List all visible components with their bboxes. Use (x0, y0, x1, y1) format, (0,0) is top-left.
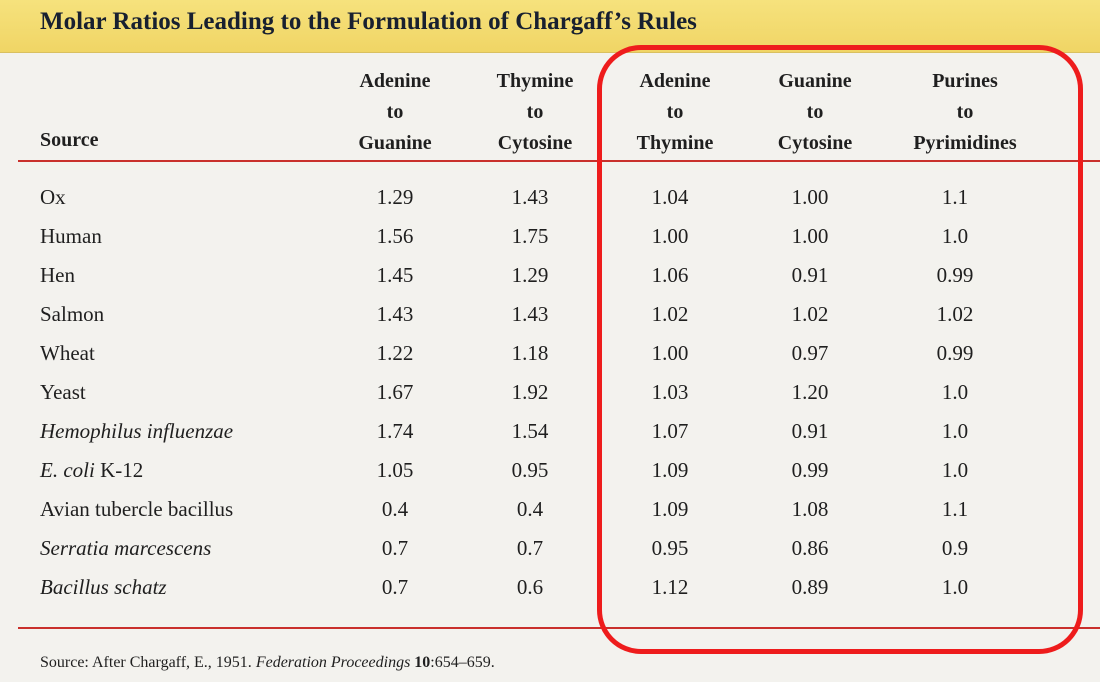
cell-value: 1.0 (941, 458, 969, 482)
cell-value: 0.7 (516, 536, 544, 560)
cell-value: 0.4 (516, 497, 544, 521)
cell-value: 1.74 (376, 419, 414, 443)
row-source: Human (40, 224, 102, 248)
cell-value: 1.43 (511, 302, 549, 326)
cell-value: 1.02 (791, 302, 829, 326)
cell-value: 0.99 (936, 263, 974, 287)
cell-value: 0.89 (791, 575, 829, 599)
cell-value: 0.7 (381, 536, 409, 560)
cell-value: 1.54 (511, 419, 549, 443)
cell-value: 0.99 (936, 341, 974, 365)
cell-value: 1.43 (376, 302, 414, 326)
table-title: Molar Ratios Leading to the Formulation of Chargaff’s Rules (40, 8, 697, 35)
cell-value: 1.09 (651, 458, 689, 482)
cell-value: 1.06 (651, 263, 689, 287)
header-thymine-to-cytosine: Thymine to Cytosine (496, 70, 574, 154)
cell-value: 1.1 (941, 185, 969, 209)
cell-value: 1.0 (941, 380, 969, 404)
footnote-journal: Federation Proceedings (255, 654, 411, 671)
footnote-prefix: Source: After Chargaff, E., 1951. (40, 654, 256, 671)
row-source: Bacillus schatz (40, 575, 167, 599)
row-source: Avian tubercle bacillus (40, 497, 234, 521)
cell-value: 1.00 (651, 224, 689, 248)
cell-value: 1.0 (941, 575, 969, 599)
header-adenine-to-guanine: Adenine to Guanine (358, 70, 432, 154)
cell-value: 1.07 (651, 419, 689, 443)
cell-value: 1.12 (651, 575, 689, 599)
row-source: Ox (40, 185, 66, 209)
cell-value: 0.91 (791, 263, 829, 287)
cell-value: 1.00 (791, 224, 829, 248)
header-purines-to-pyrimidines: Purines to Pyrimidines (913, 70, 1017, 154)
cell-value: 1.02 (936, 302, 974, 326)
cell-value: 0.95 (511, 458, 549, 482)
footnote-volume: 10 (414, 654, 431, 671)
row-source: Wheat (40, 341, 95, 365)
cell-value: 0.97 (791, 341, 829, 365)
row-source: Hen (40, 263, 75, 287)
cell-value: 0.95 (651, 536, 689, 560)
row-source: Yeast (40, 380, 86, 404)
cell-value: 0.99 (791, 458, 829, 482)
cell-value: 1.67 (376, 380, 414, 404)
cell-value: 1.00 (651, 341, 689, 365)
cell-value: 1.43 (511, 185, 549, 209)
cell-value: 1.0 (941, 419, 969, 443)
header-adenine-to-thymine: Adenine to Thymine (636, 70, 714, 154)
cell-value: 1.04 (651, 185, 689, 209)
cell-value: 1.22 (376, 341, 414, 365)
row-source: Serratia marcescens (40, 536, 212, 560)
cell-value: 0.4 (381, 497, 409, 521)
cell-value: 0.91 (791, 419, 829, 443)
cell-value: 1.1 (941, 497, 969, 521)
cell-value: 1.18 (511, 341, 549, 365)
cell-value: 1.00 (791, 185, 829, 209)
cell-value: 1.02 (651, 302, 689, 326)
header-guanine-to-cytosine: Guanine to Cytosine (777, 70, 853, 154)
row-source: Salmon (40, 302, 105, 326)
cell-value: 1.29 (376, 185, 414, 209)
source-rest-part: K-12 (94, 458, 144, 482)
cell-value: 1.09 (651, 497, 689, 521)
row-source (0, 451, 330, 490)
cell-value: 1.75 (511, 224, 549, 248)
cell-value: 1.92 (511, 380, 549, 404)
footnote-pages: :654–659. (430, 654, 495, 671)
cell-value: 1.08 (791, 497, 829, 521)
cell-value: 0.86 (791, 536, 829, 560)
row-source: Hemophilus influenzae (40, 419, 234, 443)
cell-value: 0.9 (941, 536, 969, 560)
cell-value: 0.7 (381, 575, 409, 599)
cell-value: 1.20 (791, 380, 829, 404)
red-highlight-box (597, 45, 1083, 654)
cell-value: 1.29 (511, 263, 549, 287)
cell-value: 0.6 (516, 575, 544, 599)
cell-value: 1.45 (376, 263, 414, 287)
header-source: Source (40, 129, 99, 151)
cell-value: 1.0 (941, 224, 969, 248)
source-italic-part: E. coli (40, 458, 95, 482)
cell-value: 1.03 (651, 380, 689, 404)
cell-value: 1.56 (376, 224, 414, 248)
cell-value: 1.05 (376, 458, 414, 482)
source-footnote (40, 654, 495, 672)
